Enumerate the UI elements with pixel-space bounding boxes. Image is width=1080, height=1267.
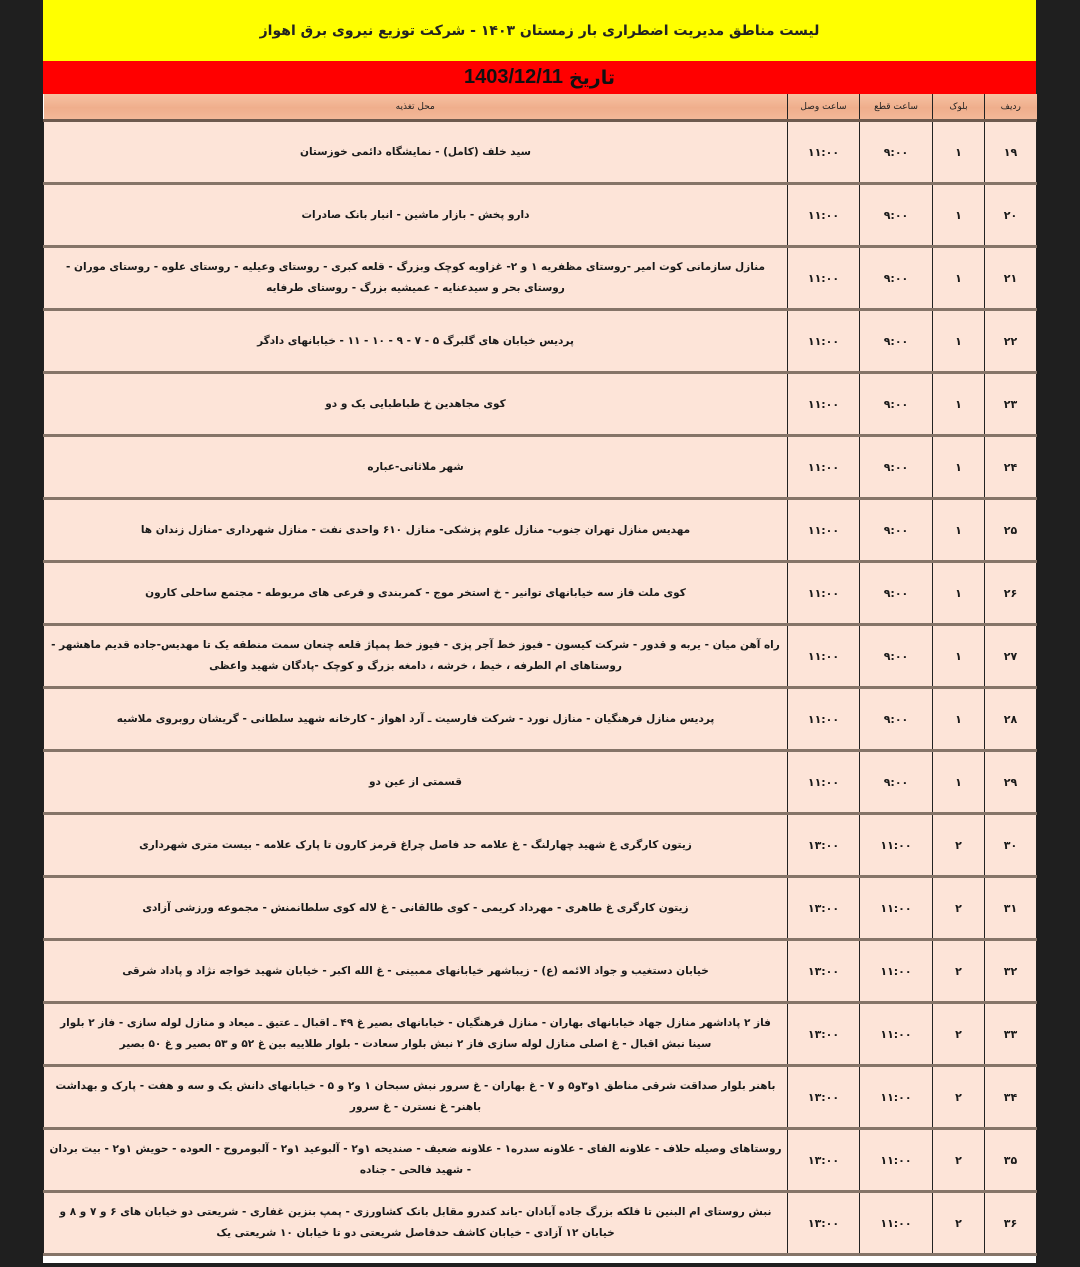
row-block: ۱ (933, 751, 985, 814)
row-connect-time: ۱۳:۰۰ (788, 1066, 860, 1129)
row-cut-time: ۹:۰۰ (860, 688, 933, 751)
row-index: ۲۰ (985, 184, 1037, 247)
row-cut-time: ۱۱:۰۰ (860, 940, 933, 1003)
row-index: ۳۶ (985, 1192, 1037, 1255)
row-location: راه آهن میان - یربه و قدور - شرکت کیسون - فیوز خط آجر پزی - فیوز خط پمپاژ قلعه چنعان سمت منطقه یک تا مهدیس-جاده قدیم ماهشهر - روستاهای ام الطرفه ، خیط ، خرشه ، دامغه بزرگ و کوچک -پادگان شهید واعظی (44, 625, 788, 688)
row-block: ۲ (933, 1066, 985, 1129)
table-row (44, 373, 1037, 436)
row-cut-time: ۱۱:۰۰ (860, 1003, 933, 1066)
row-connect-time: ۱۱:۰۰ (788, 184, 860, 247)
row-cut-time: ۱۱:۰۰ (860, 877, 933, 940)
column-header-cut-time: ساعت قطع (860, 94, 933, 121)
row-block: ۱ (933, 688, 985, 751)
row-index: ۳۵ (985, 1129, 1037, 1192)
table-row (44, 940, 1037, 1003)
row-connect-time: ۱۳:۰۰ (788, 814, 860, 877)
row-location: شهر ملاثانی-عباره (44, 436, 788, 499)
row-index: ۲۲ (985, 310, 1037, 373)
row-connect-time: ۱۱:۰۰ (788, 247, 860, 310)
title-banner (43, 0, 1036, 61)
row-location: کوی ملت فاز سه خیابانهای توانیر - خ استخر موج - کمربندی و فرعی های مربوطه - مجتمع ساحلی کارون (44, 562, 788, 625)
row-cut-time: ۹:۰۰ (860, 625, 933, 688)
table-row (44, 1003, 1037, 1066)
table-row (44, 625, 1037, 688)
row-location: زیتون کارگری غ طاهری - مهرداد کریمی - کوی طالقانی - غ لاله کوی سلطانمنش - مجموعه ورزشی آزادی (44, 877, 788, 940)
table-row (44, 436, 1037, 499)
table-row (44, 751, 1037, 814)
row-cut-time: ۹:۰۰ (860, 499, 933, 562)
row-connect-time: ۱۳:۰۰ (788, 1192, 860, 1255)
table-header-row (44, 94, 1037, 121)
row-location: پردیس خیابان های گلبرگ ۵ - ۷ - ۹ - ۱۰ - ۱۱ - خیابانهای دادگر (44, 310, 788, 373)
row-index: ۲۴ (985, 436, 1037, 499)
row-block: ۲ (933, 1129, 985, 1192)
row-block: ۱ (933, 247, 985, 310)
date-banner (43, 61, 1036, 94)
row-location: خیابان دستغیب و جواد الائمه (ع) - زیباشهر خیابانهای ممبینی - غ الله اکبر - خیابان شهید خواجه نژاد و پاداد شرقی (44, 940, 788, 1003)
row-location: باهنر بلوار صداقت شرقی مناطق ۱و۳و۵ و ۷ - غ بهاران - غ سرور نبش سبحان ۱ و۲ و ۵ - خیابانهای دانش یک و سه و هفت - پارک و بهداشت باهنر- غ نسترن - غ سرور (44, 1066, 788, 1129)
row-location: دارو پخش - بازار ماشین - انبار بانک صادرات (44, 184, 788, 247)
row-cut-time: ۱۱:۰۰ (860, 1192, 933, 1255)
row-location: سید خلف (کامل) - نمایشگاه دائمی خوزستان (44, 121, 788, 184)
date-label: تاریخ (568, 66, 616, 89)
column-header-index: ردیف (985, 94, 1037, 121)
row-location: کوی مجاهدین خ طباطبایی یک و دو (44, 373, 788, 436)
row-cut-time: ۹:۰۰ (860, 247, 933, 310)
row-cut-time: ۹:۰۰ (860, 436, 933, 499)
row-block: ۱ (933, 121, 985, 184)
date-value: 1403/12/11 (463, 66, 563, 88)
row-index: ۳۰ (985, 814, 1037, 877)
row-connect-time: ۱۱:۰۰ (788, 688, 860, 751)
row-cut-time: ۹:۰۰ (860, 562, 933, 625)
row-connect-time: ۱۱:۰۰ (788, 121, 860, 184)
table-row (44, 184, 1037, 247)
row-block: ۲ (933, 1003, 985, 1066)
row-index: ۳۳ (985, 1003, 1037, 1066)
column-header-location: محل تغذیه (44, 94, 788, 121)
row-location: فاز ۲ پاداشهر منازل جهاد خیابانهای بهاران - منازل فرهنگیان - خیابانهای بصیر غ ۴۹ ـ اقبال ـ عتیق ـ میعاد و منازل لوله سازی - فاز ۲ بلوار سینا نبش اقبال - غ اصلی منازل لوله سازی فاز ۲ نبش بلوار سعادت - بلوار طلاییه بین غ ۵۲ و ۵۳ بصیر و غ ۵۰ بصیر (44, 1003, 788, 1066)
row-cut-time: ۹:۰۰ (860, 310, 933, 373)
row-location: منازل سازمانی کوت امیر -روستای مظفریه ۱ و ۲- غزاویه کوچک وبزرگ - قلعه کبری - روستای وعیلیه - روستای علوه - روستای موران - روستای بحر و سیدعنایه - عمیشیه بزرگ - روستای طرفایه (44, 247, 788, 310)
row-block: ۱ (933, 499, 985, 562)
row-connect-time: ۱۱:۰۰ (788, 562, 860, 625)
table-row (44, 814, 1037, 877)
document-page (43, 0, 1036, 1263)
row-connect-time: ۱۱:۰۰ (788, 751, 860, 814)
row-block: ۲ (933, 877, 985, 940)
row-location: قسمتی از عین دو (44, 751, 788, 814)
row-location: پردیس منازل فرهنگیان - منازل نورد - شرکت فارسیت ـ آرد اهواز - کارخانه شهید سلطانی - گریشان روبروی ملاشیه (44, 688, 788, 751)
row-block: ۱ (933, 310, 985, 373)
row-connect-time: ۱۳:۰۰ (788, 1003, 860, 1066)
row-cut-time: ۱۱:۰۰ (860, 1066, 933, 1129)
row-connect-time: ۱۱:۰۰ (788, 373, 860, 436)
row-connect-time: ۱۱:۰۰ (788, 499, 860, 562)
row-cut-time: ۱۱:۰۰ (860, 814, 933, 877)
row-cut-time: ۹:۰۰ (860, 184, 933, 247)
table-row (44, 1129, 1037, 1192)
row-cut-time: ۹:۰۰ (860, 121, 933, 184)
table-row (44, 562, 1037, 625)
row-connect-time: ۱۳:۰۰ (788, 877, 860, 940)
column-header-connect-time: ساعت وصل (788, 94, 860, 121)
row-cut-time: ۹:۰۰ (860, 373, 933, 436)
row-location: زیتون کارگری غ شهید چهارلنگ - غ علامه حد فاصل چراغ قرمز کارون تا پارک علامه - بیست متری شهرداری (44, 814, 788, 877)
row-block: ۱ (933, 562, 985, 625)
row-connect-time: ۱۳:۰۰ (788, 940, 860, 1003)
row-index: ۳۱ (985, 877, 1037, 940)
row-cut-time: ۹:۰۰ (860, 751, 933, 814)
row-connect-time: ۱۱:۰۰ (788, 625, 860, 688)
column-header-block: بلوک (933, 94, 985, 121)
row-index: ۱۹ (985, 121, 1037, 184)
outage-schedule-table (43, 94, 1037, 1256)
row-connect-time: ۱۱:۰۰ (788, 436, 860, 499)
table-row (44, 688, 1037, 751)
table-row (44, 247, 1037, 310)
row-index: ۲۳ (985, 373, 1037, 436)
page-title: لیست مناطق مدیریت اضطراری بار زمستان ۱۴۰۳ - شرکت توزیع نیروی برق اهواز (259, 22, 820, 39)
table-row (44, 1192, 1037, 1255)
row-block: ۱ (933, 373, 985, 436)
row-block: ۱ (933, 625, 985, 688)
row-index: ۳۴ (985, 1066, 1037, 1129)
table-row (44, 877, 1037, 940)
row-block: ۲ (933, 1192, 985, 1255)
row-index: ۲۷ (985, 625, 1037, 688)
table-row (44, 310, 1037, 373)
row-connect-time: ۱۳:۰۰ (788, 1129, 860, 1192)
table-row (44, 1066, 1037, 1129)
row-index: ۲۶ (985, 562, 1037, 625)
row-location: روستاهای وصیله حلاف - علاونه الفای - علاونه سدره۱ - علاونه ضعیف - صندیحه ۱و۲ - آلبوعید ۱و۲ - آلبومروح - العوده - حویش ۱و۲ - بیت بردان - شهید فالحی - جناده (44, 1129, 788, 1192)
row-block: ۲ (933, 940, 985, 1003)
row-block: ۲ (933, 814, 985, 877)
row-index: ۳۲ (985, 940, 1037, 1003)
row-connect-time: ۱۱:۰۰ (788, 310, 860, 373)
row-block: ۱ (933, 184, 985, 247)
row-location: مهدیس منازل تهران جنوب- منازل علوم پزشکی- منازل ۶۱۰ واحدی نفت - منازل شهرداری -منازل زندان ها (44, 499, 788, 562)
row-index: ۲۵ (985, 499, 1037, 562)
row-location: نبش روستای ام البنین تا فلکه بزرگ جاده آبادان -باند کندرو مقابل بانک کشاورزی - پمپ بنزین غفاری - شریعتی دو خیابان های ۶ و ۷ و ۸ و خیابان ۱۲ آزادی - خیابان کاشف حدفاصل شریعتی دو تا خیابان ۱۰ شریعتی یک (44, 1192, 788, 1255)
row-index: ۲۸ (985, 688, 1037, 751)
row-cut-time: ۱۱:۰۰ (860, 1129, 933, 1192)
table-row (44, 499, 1037, 562)
table-row (44, 121, 1037, 184)
row-index: ۲۹ (985, 751, 1037, 814)
row-index: ۲۱ (985, 247, 1037, 310)
row-block: ۱ (933, 436, 985, 499)
